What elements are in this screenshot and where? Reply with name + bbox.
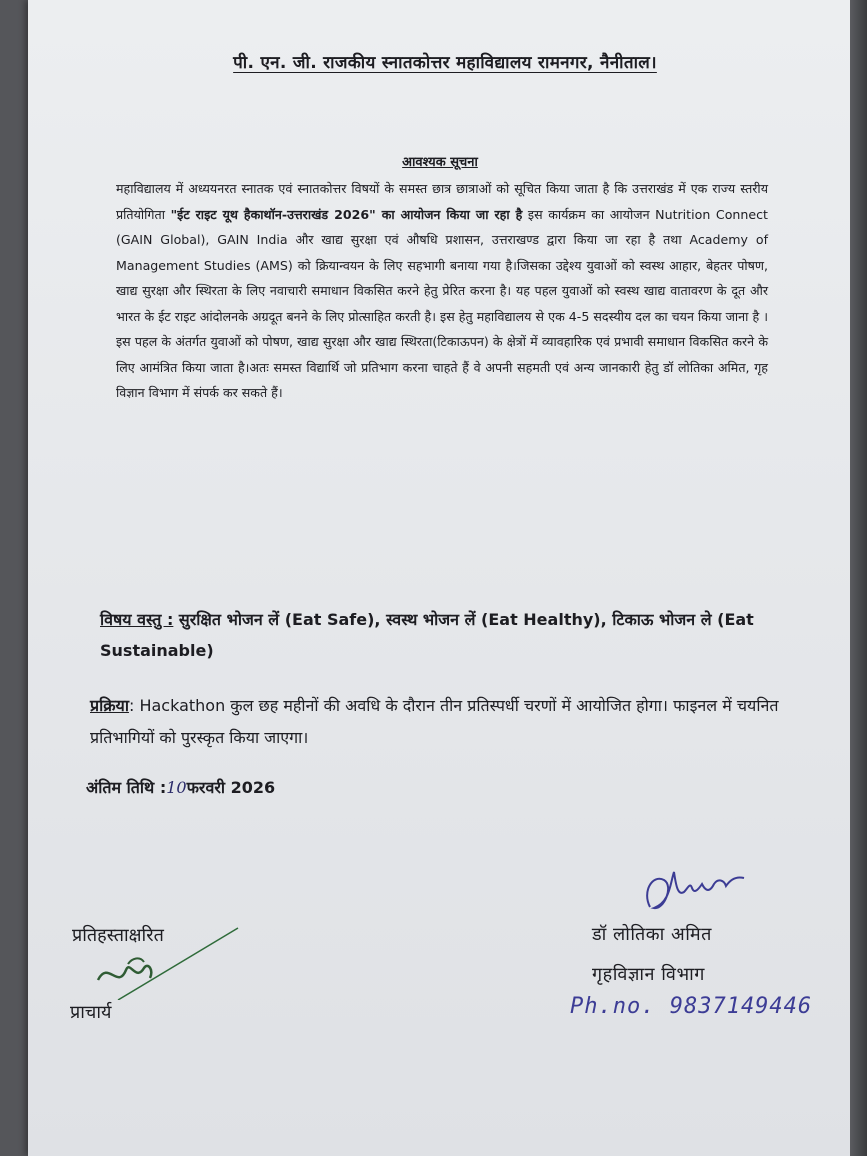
process-section [90, 690, 790, 754]
body-event-name: "ईट राइट यूथ हैकाथॉन-उत्तराखंड 2026" का आयोजन किया जा रहा है [170, 206, 523, 222]
teacher-department: गृहविज्ञान विभाग [592, 964, 705, 985]
process-label: प्रक्रिया [90, 696, 129, 715]
principal-signature [88, 920, 248, 1000]
deadline-label: अंतिम तिथि : [86, 778, 167, 797]
theme-label: विषय वस्तु : [100, 610, 174, 629]
background-surface [850, 0, 867, 1156]
process-text: : Hackathon कुल छह महीनों की अवधि के दौरान तीन प्रतिस्पर्धी चरणों में आयोजित होगा। फाइनल में चयनित प्रतिभागियों को पुरस्कृत किया जाएगा। [90, 696, 779, 747]
notice-body [116, 176, 768, 406]
body-rest: इस कार्यक्रम का आयोजन Nutrition Connect (GAIN Global), GAIN India और खाद्य सुरक्षा एवं औषधि प्रशासन, उत्तराखण्ड द्वारा किया जा रहा है तथा Academy of Management Studies (AMS) को क्रियान्वयन के लिए सहभागी बनाया गया है।जिसका उद्देश्य युवाओं को स्वस्थ आहार, बेहतर पोषण, खाद्य सुरक्षा और स्थिरता के लिए नवाचारी समाधान विकसित करने हेतु प्रेरित करना है। यह पहल युवाओं को स्वस्थ खाद्य वातावरण के दूत और भारत के ईट राइट आंदोलनके अग्रदूत बनने के लिए प्रोत्साहित करती है। इस हेतु महाविद्यालय से एक 4-5 सदस्यीय दल का चयन किया जाना है । इस पहल के अंतर्गत युवाओं को पोषण, खाद्य सुरक्षा और खाद्य स्थिरता(टिकाऊपन) के क्षेत्रों में व्यावहारिक एवं प्रभावी समाधान विकसित करने के लिए आमंत्रित किया जाता है।अतः समस्त विद्यार्थि जो प्रतिभाग करना चाहते हैं वे अपनी सहमती एवं अन्य जानकारी हेतु डॉ लोतिका अमित, गृह विज्ञान विभाग में संपर्क कर सकते हैं। [116, 206, 768, 400]
theme-section [100, 604, 790, 666]
teacher-signature [640, 862, 750, 922]
theme-text: सुरक्षित भोजन लें (Eat Safe), स्वस्थ भोजन लें (Eat Healthy), टिकाऊ भोजन ले (Eat Sustainable) [100, 610, 754, 660]
college-header: पी. एन. जी. राजकीय स्नातकोत्तर महाविद्यालय रामनगर, नैनीताल। [233, 53, 657, 73]
teacher-phone: Ph.no. 9837149446 [570, 994, 813, 1019]
deadline-month-year: फरवरी 2026 [186, 778, 276, 797]
deadline-day: 10 [166, 778, 187, 797]
body-intro: महाविद्यालय में अध्ययनरत स्नातक एवं स्नातकोत्तर विषयों के समस्त छात्र छात्राओं को सूचित किया जाता है कि उत्तराखंड में एक राज्य स्तरीय प्रतियोगिता [116, 181, 768, 222]
teacher-name: डॉ लोतिका अमित [592, 924, 712, 945]
deadline [86, 776, 275, 798]
principal-title: प्राचार्य [70, 1002, 112, 1023]
countersigned-label: प्रतिहस्ताक्षरित [72, 925, 164, 946]
notice-subject: आवश्यक सूचना [402, 155, 478, 170]
